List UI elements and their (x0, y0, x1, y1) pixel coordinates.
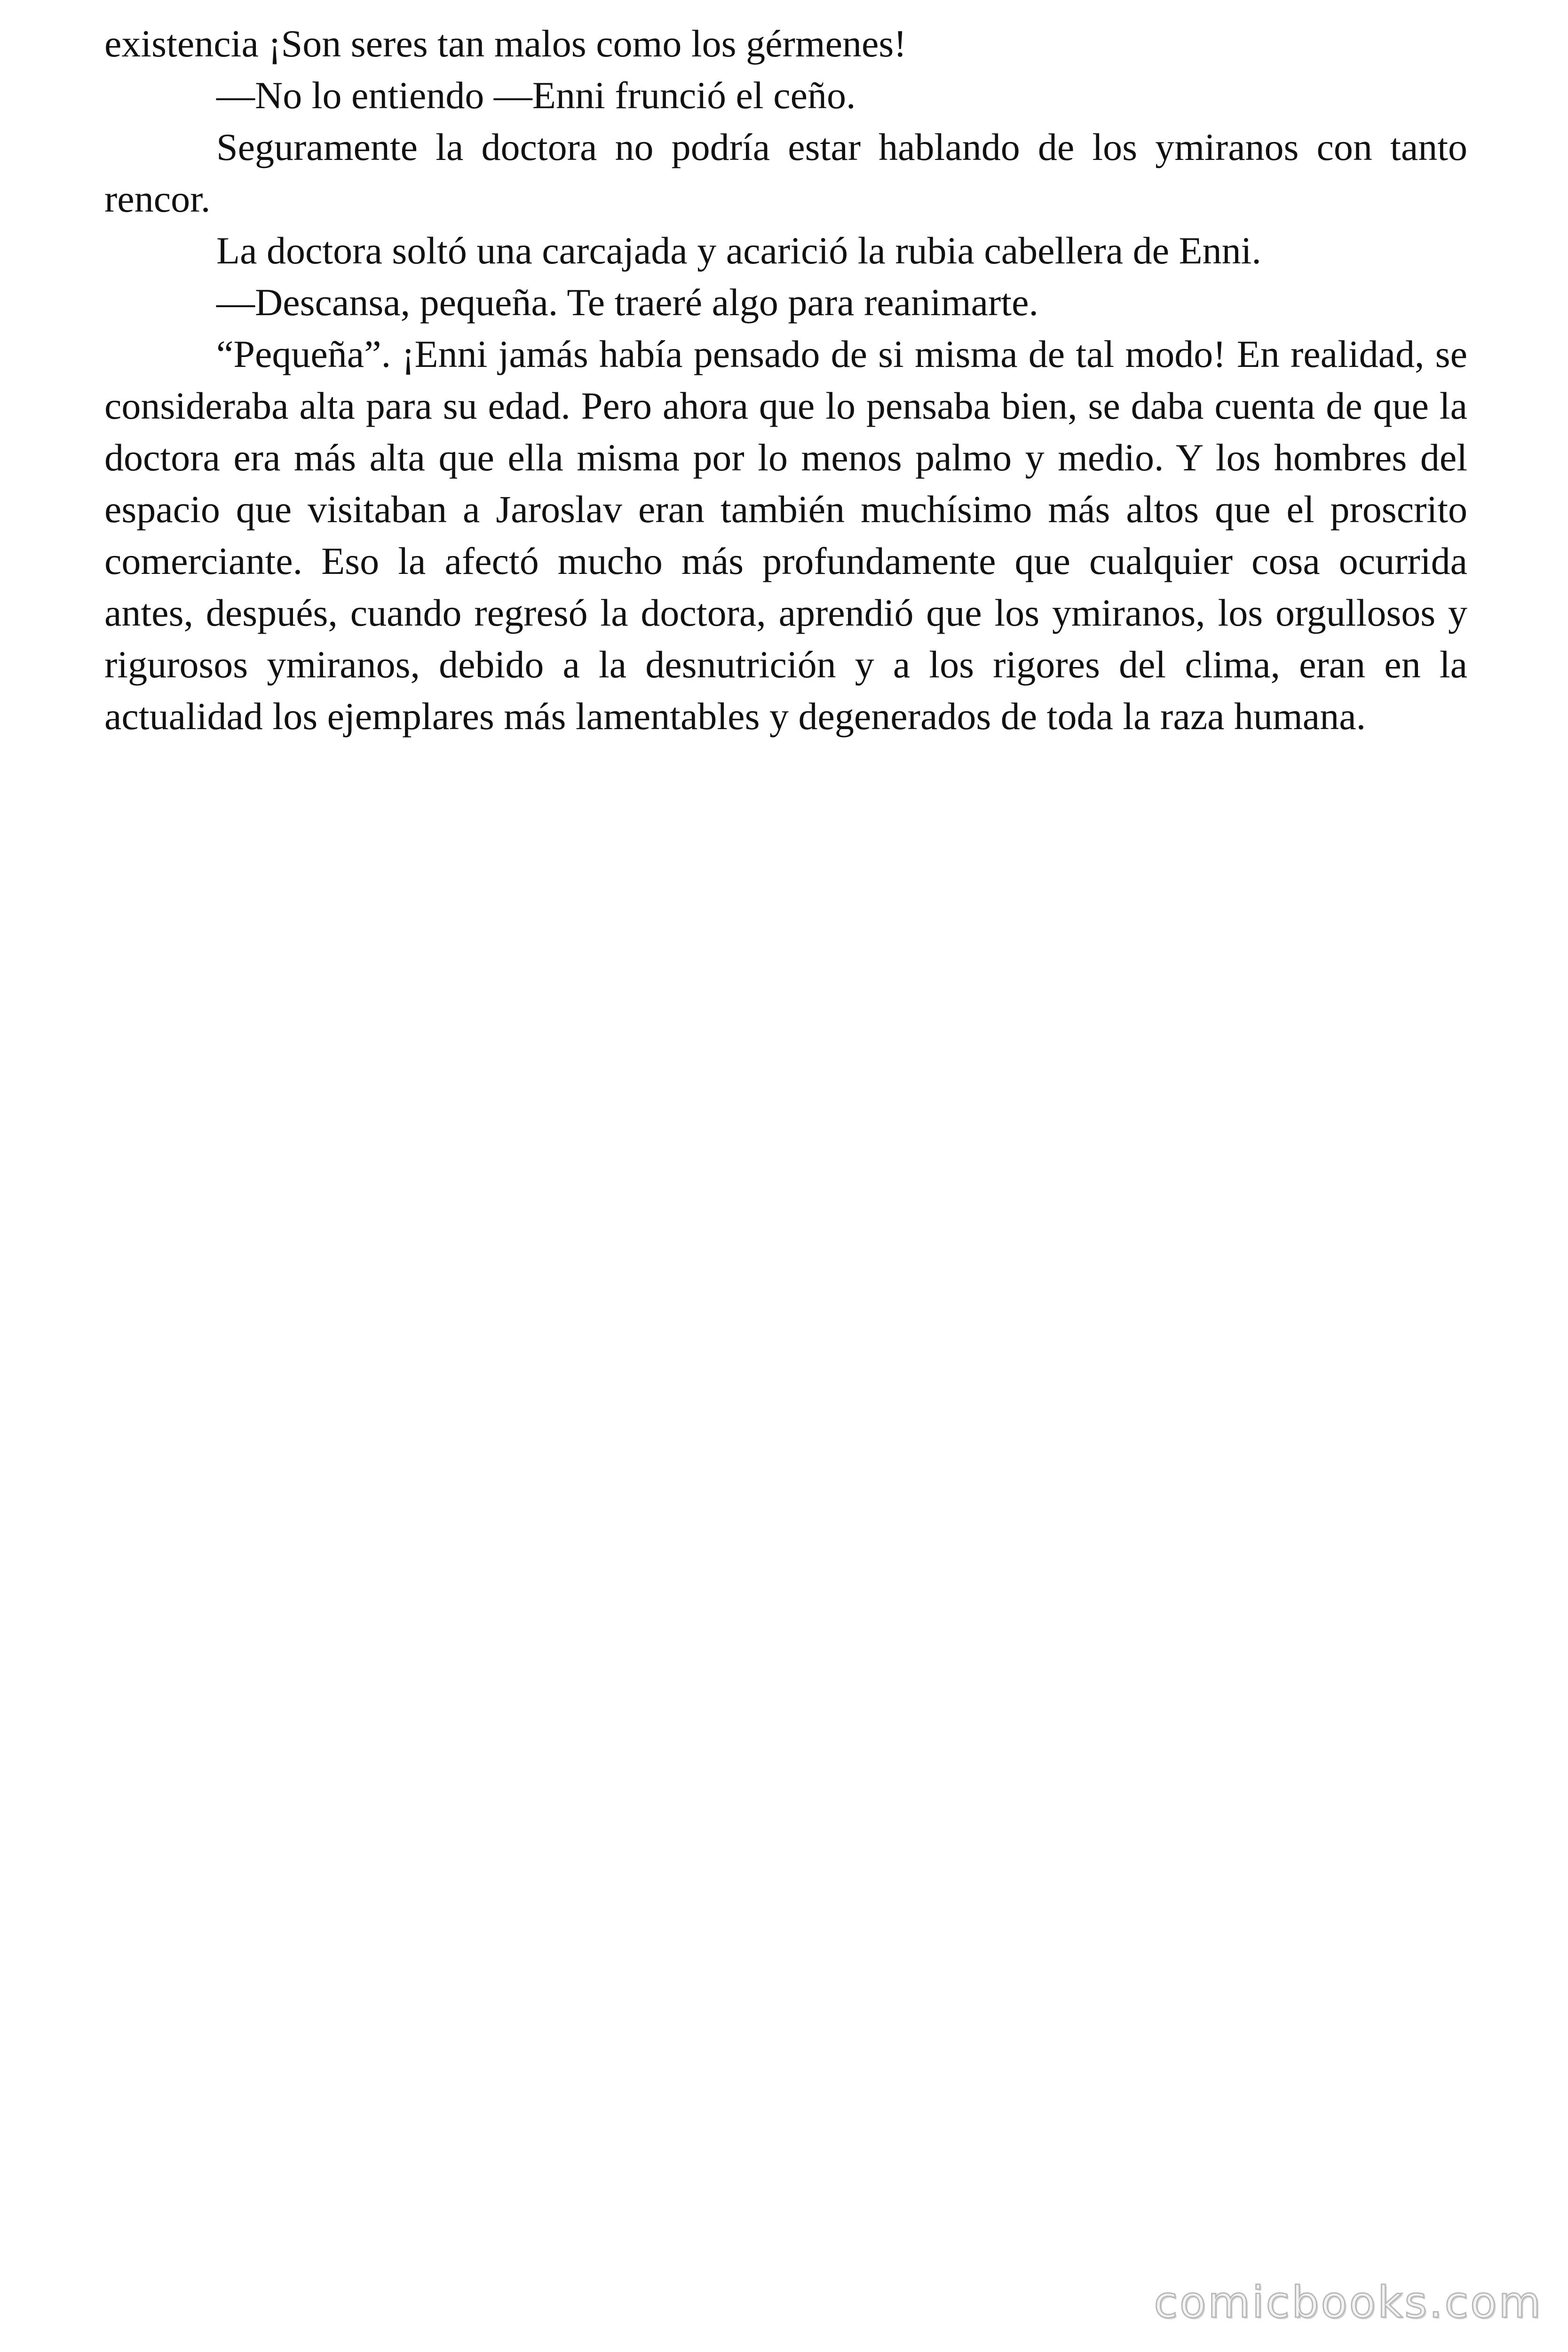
paragraph-6: “Pequeña”. ¡Enni jamás había pensado de si misma de tal modo! En realidad, se consideraba alta para su edad. Pero ahora que lo pensaba bien, se daba cuenta de que la doctora era más alta que ella misma por lo menos palmo y medio. Y los hombres del espacio que visitaban a Jaroslav eran también muchísimo más altos que el proscrito comerciante. Eso la afectó mucho más profundamente que cualquier cosa ocurrida antes, después, cuando regresó la doctora, aprendió que los ymiranos, los orgullosos y rigurosos ymiranos, debido a la desnutrición y a los rigores del clima, eran en la actualidad los ejemplares más lamentables y degenerados de toda la raza humana. (104, 333, 1467, 738)
document-page (104, 18, 1467, 742)
paragraph-4: La doctora soltó una carcajada y acarició la rubia cabellera de Enni. (216, 229, 1261, 272)
paragraph-2: —No lo entiendo —Enni frunció el ceño. (216, 74, 856, 117)
paragraph-5: —Descansa, pequeña. Te traeré algo para reanimarte. (216, 281, 1038, 324)
paragraph-3: Seguramente la doctora no podría estar hablando de los ymiranos con tanto rencor. (104, 126, 1467, 220)
paragraph-1: existencia ¡Son seres tan malos como los gérmenes! (104, 22, 907, 65)
watermark-text: comicbooks.com (1154, 2277, 1543, 2328)
